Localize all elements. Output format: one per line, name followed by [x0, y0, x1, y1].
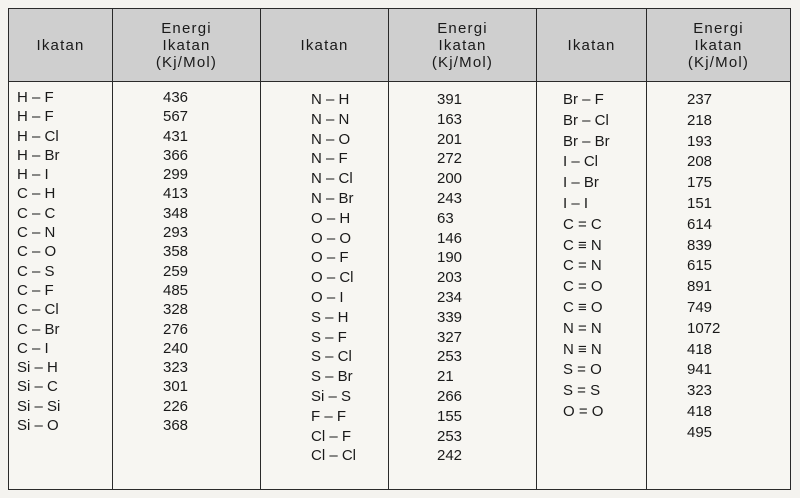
energy-value: 259 — [163, 262, 189, 280]
energy-value: 391 — [437, 91, 463, 108]
bond-label: S = S — [563, 382, 601, 400]
bond-label: C = N — [563, 257, 602, 275]
energy-value: 243 — [437, 189, 463, 207]
bond-label: S = O — [563, 361, 602, 379]
bond-label: O – I — [311, 288, 344, 306]
bond-label: C – S — [17, 262, 55, 280]
bond-label: S – F — [311, 328, 347, 346]
energy-value: 358 — [163, 243, 189, 261]
energy-value: 299 — [163, 166, 189, 184]
energy-value: 891 — [687, 278, 713, 296]
energy-value: 431 — [163, 127, 189, 145]
energy-value: 348 — [163, 204, 189, 222]
bond-label: O = O — [563, 402, 604, 420]
energy-value: 253 — [437, 427, 463, 445]
energy-value: 436 — [163, 89, 189, 106]
energy-value: 941 — [687, 361, 713, 379]
energy-value: 218 — [687, 111, 713, 129]
header-bond-2: Ikatan — [261, 9, 389, 82]
header-energy-2 — [389, 9, 537, 82]
bond-label: H – Br — [17, 146, 60, 164]
header-bond-1: Ikatan — [9, 9, 113, 82]
bond-label: C – F — [17, 281, 54, 299]
energy-value: 366 — [163, 146, 189, 164]
bond-column-1 — [9, 82, 113, 490]
energy-value: 485 — [163, 281, 189, 299]
bond-label: I – I — [563, 194, 589, 212]
body-row — [9, 82, 791, 490]
energy-value: 175 — [687, 174, 713, 192]
energy-value: 1072 — [687, 319, 721, 337]
bond-label: C ≡ O — [563, 298, 603, 316]
header-bond-3: Ikatan — [537, 9, 647, 82]
header-energy-line: Ikatan — [438, 36, 487, 54]
energy-value: 328 — [163, 301, 189, 319]
bond-label: S – Cl — [311, 348, 352, 366]
energy-value: 201 — [437, 130, 463, 148]
bond-label: O – F — [311, 249, 349, 267]
energy-value: 615 — [687, 257, 713, 275]
energy-value: 21 — [437, 368, 454, 386]
bond-column-2 — [261, 82, 389, 490]
energy-value: 190 — [437, 249, 463, 267]
bond-label: Br – Cl — [563, 111, 609, 129]
bond-label: F – F — [311, 407, 347, 425]
bond-label: H – Cl — [17, 127, 59, 145]
header-energy-line: (Kj/Mol) — [431, 53, 494, 71]
bond-label: O – H — [311, 209, 351, 227]
energy-value: 495 — [687, 423, 713, 441]
energy-value: 155 — [437, 407, 463, 425]
energy-value: 272 — [437, 150, 463, 168]
bond-label: C – Cl — [17, 301, 59, 319]
bond-label: N = N — [563, 319, 602, 337]
energy-value: 301 — [163, 378, 189, 396]
energy-value: 266 — [437, 387, 463, 405]
bond-label: N – H — [311, 91, 350, 108]
energy-value: 63 — [437, 209, 454, 227]
bond-label: N ≡ N — [563, 340, 602, 358]
bond-label: C ≡ N — [563, 236, 602, 254]
energy-value: 276 — [163, 320, 189, 338]
energy-value: 567 — [163, 108, 189, 126]
bond-label: C – H — [17, 185, 56, 203]
bond-label: C = O — [563, 278, 603, 296]
header-row — [9, 9, 791, 82]
bond-label: Si – S — [311, 387, 352, 405]
energy-value: 839 — [687, 236, 713, 254]
bond-label: C – C — [17, 204, 56, 222]
bond-label: H – F — [17, 89, 54, 106]
header-energy-3 — [647, 9, 791, 82]
bond-label: Cl – Cl — [311, 447, 357, 465]
bond-energy-table — [8, 8, 791, 490]
header-energy-line: (Kj/Mol) — [155, 53, 218, 71]
bond-label: Si – O — [17, 417, 59, 435]
bond-label: C – I — [17, 339, 49, 357]
energy-value: 226 — [163, 397, 189, 415]
bond-label: O – O — [311, 229, 352, 247]
energy-value: 339 — [437, 308, 463, 326]
energy-value: 193 — [687, 132, 713, 150]
bond-label: H – I — [17, 166, 49, 184]
header-energy-line: Ikatan — [162, 36, 211, 54]
energy-column-2 — [389, 82, 537, 490]
energy-value: 327 — [437, 328, 463, 346]
bond-label: N – N — [311, 110, 350, 128]
energy-value: 151 — [687, 194, 713, 212]
header-energy-line: (Kj/Mol) — [687, 53, 750, 71]
bond-label: N – F — [311, 150, 348, 168]
energy-value: 413 — [163, 185, 189, 203]
energy-column-3 — [647, 82, 791, 490]
energy-value: 242 — [437, 447, 463, 465]
energy-value: 368 — [163, 417, 189, 435]
energy-value: 418 — [687, 402, 713, 420]
bond-label: H – F — [17, 108, 54, 126]
bond-label: S – H — [311, 308, 349, 326]
energy-value: 749 — [687, 298, 713, 316]
bond-label: N – Br — [311, 189, 354, 207]
bond-label: I – Cl — [563, 153, 599, 171]
header-energy-1 — [113, 9, 261, 82]
bond-label: N – O — [311, 130, 351, 148]
header-energy-line: Energi — [161, 19, 212, 37]
energy-value: 234 — [437, 288, 463, 306]
energy-value: 323 — [687, 382, 713, 400]
header-energy-line: Energi — [437, 19, 488, 37]
energy-value: 323 — [163, 359, 189, 377]
energy-value: 293 — [163, 224, 189, 242]
bond-label: Si – Si — [17, 397, 61, 415]
bond-label: N – Cl — [311, 170, 353, 188]
energy-value: 253 — [437, 348, 463, 366]
energy-value: 614 — [687, 215, 713, 233]
bond-label: C – N — [17, 224, 56, 242]
header-energy-line: Energi — [693, 19, 744, 37]
energy-value: 418 — [687, 340, 713, 358]
energy-value: 146 — [437, 229, 463, 247]
bond-label: Br – F — [563, 91, 604, 108]
energy-value: 203 — [437, 269, 463, 287]
energy-column-1 — [113, 82, 261, 490]
bond-column-3 — [537, 82, 647, 490]
energy-value: 237 — [687, 91, 713, 108]
bond-label: Cl – F — [311, 427, 352, 445]
energy-value: 240 — [163, 339, 189, 357]
bond-label: Br – Br — [563, 132, 610, 150]
bond-label: C = C — [563, 215, 602, 233]
bond-label: O – Cl — [311, 269, 354, 287]
energy-value: 200 — [437, 170, 463, 188]
bond-label: S – Br — [311, 368, 353, 386]
header-energy-line: Ikatan — [694, 36, 743, 54]
bond-label: Si – H — [17, 359, 58, 377]
bond-label: C – Br — [17, 320, 60, 338]
energy-value: 163 — [437, 110, 463, 128]
bond-label: I – Br — [563, 174, 599, 192]
bond-label: Si – C — [17, 378, 58, 396]
bond-label: C – O — [17, 243, 57, 261]
energy-value: 208 — [687, 153, 713, 171]
